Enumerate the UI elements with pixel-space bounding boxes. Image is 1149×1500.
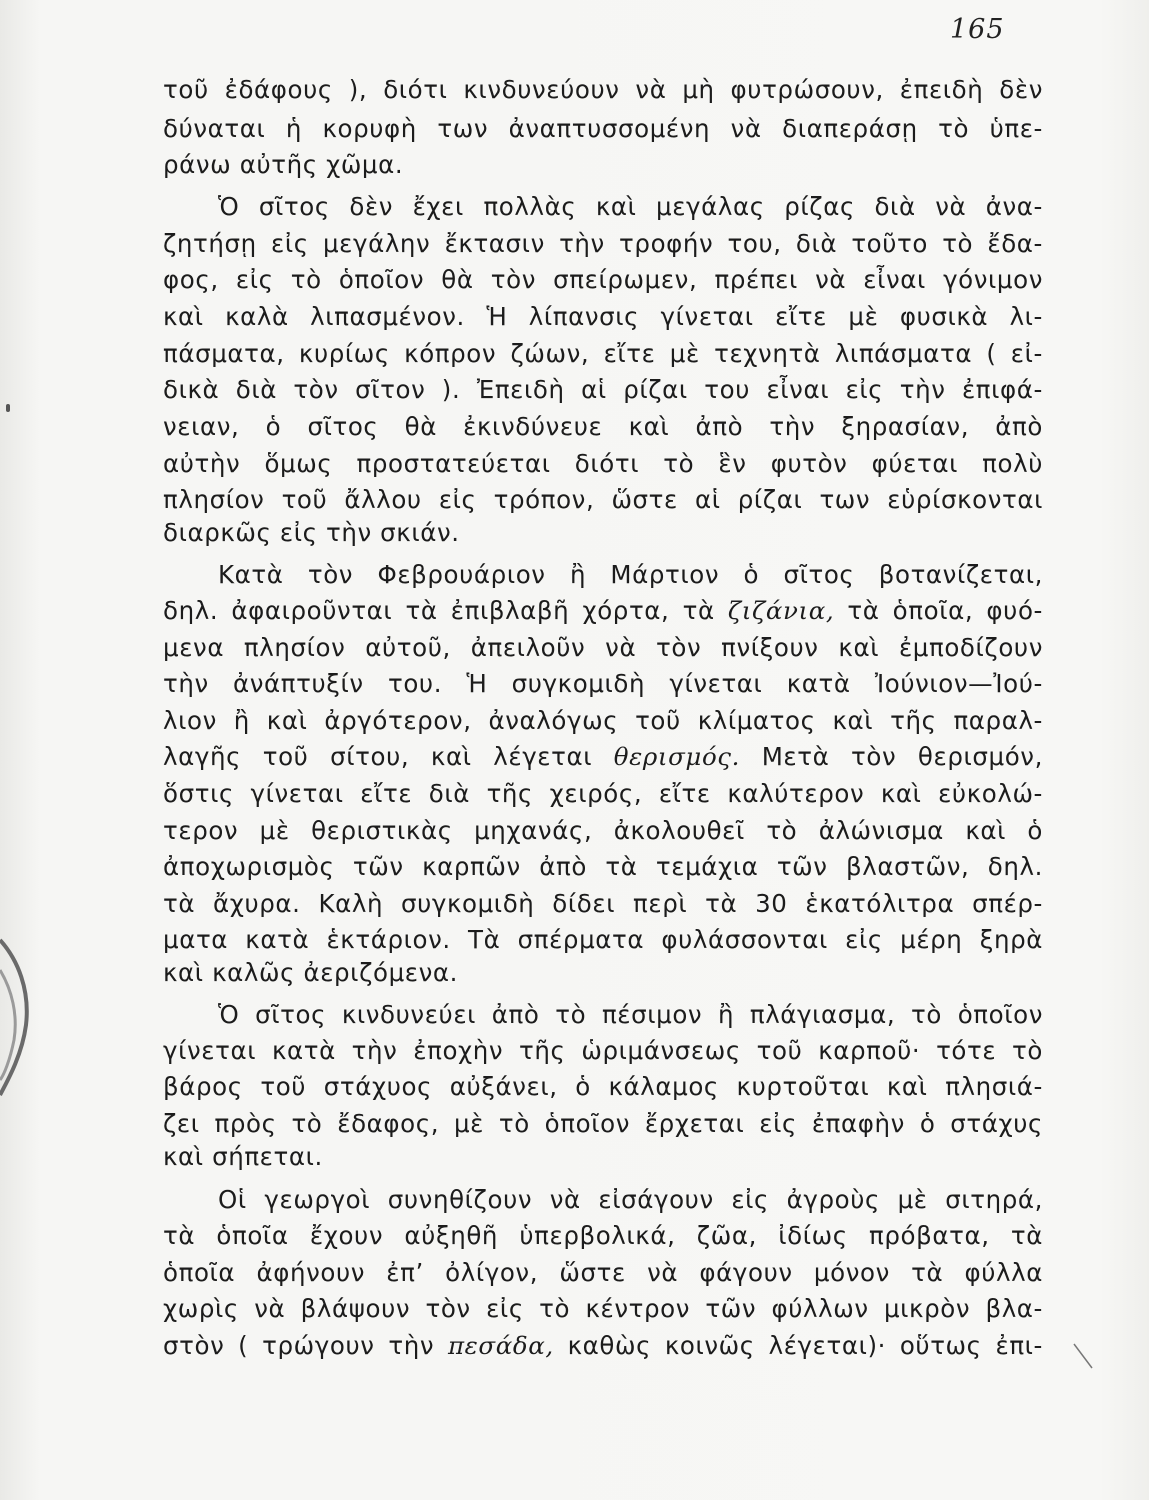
text-line: δικὰ διὰ τὸν σῖτον ). Ἐπειδὴ αἱ ρίζαι του εἶναι εἰς τὴν ἐπιφά- — [163, 375, 1043, 404]
italic-term: πεσάδα, — [447, 1331, 554, 1360]
text-line: ὅστις γίνεται εἴτε διὰ τῆς χειρός, εἴτε καλύτερον καὶ εὐκολώ- — [163, 779, 1043, 808]
text-line: αὐτὴν ὅμως προστατεύεται διότι τὸ ἓν φυτὸν φύεται πολὺ — [163, 449, 1043, 478]
text-line — [163, 742, 1043, 772]
text-line: ζει πρὸς τὸ ἔδαφος, μὲ τὸ ὁποῖον ἔρχεται εἰς ἐπαφὴν ὁ στάχυς — [163, 1109, 1043, 1138]
text-line: πάσματα, κυρίως κόπρον ζώων, εἴτε μὲ τεχνητὰ λιπάσματα ( εἰ- — [163, 339, 1043, 368]
scan-speck — [6, 404, 10, 412]
text-run: καθὼς κοινῶς λέγεται)· οὕτως ἐπι- — [567, 1331, 1043, 1360]
text-line: νειαν, ὁ σῖτος θὰ ἐκινδύνευε καὶ ἀπὸ τὴν ξηρασίαν, ἀπὸ — [163, 412, 1043, 441]
text-line: Ὁ σῖτος δὲν ἔχει πολλὰς καὶ μεγάλας ρίζας διὰ νὰ ἀνα- — [218, 192, 1043, 221]
text-line: τὴν ἀνάπτυξίν του. Ἡ συγκομιδὴ γίνεται κατὰ Ἰούνιον—Ἰού- — [163, 669, 1043, 698]
text-line: καὶ σήπεται. — [163, 1142, 323, 1171]
text-line: μενα πλησίον αὐτοῦ, ἀπειλοῦν νὰ τὸν πνίξουν καὶ ἐμποδίζουν — [163, 633, 1043, 662]
text-line: τοῦ ἐδάφους ), διότι κινδυνεύουν νὰ μὴ φυτρώσουν, ἐπειδὴ δὲν — [163, 75, 1043, 104]
text-line: διαρκῶς εἰς τὴν σκιάν. — [163, 518, 460, 547]
text-line: βάρος τοῦ στάχυος αὐξάνει, ὁ κάλαμος κυρτοῦται καὶ πλησιά- — [163, 1072, 1043, 1101]
text-line: ματα κατὰ ἑκτάριον. Τὰ σπέρματα φυλάσσονται εἰς μέρη ξηρὰ — [163, 925, 1043, 954]
text-line — [163, 1331, 1043, 1361]
text-line: τερον μὲ θεριστικὰς μηχανάς, ἀκολουθεῖ τὸ ἀλώνισμα καὶ ὁ — [163, 816, 1043, 845]
text-run: Μετὰ τὸν θερισμόν, — [761, 742, 1043, 771]
text-run: στὸν ( τρώγουν τὴν — [163, 1331, 435, 1360]
text-run: τὰ ὁποῖα, φυό- — [847, 596, 1043, 625]
text-line: τὰ ὁποῖα ἔχουν αὐξηθῆ ὑπερβολικά, ζῶα, ἰδίως πρόβατα, τὰ — [163, 1221, 1043, 1250]
text-line: δύναται ἡ κορυφὴ των ἀναπτυσσομένη νὰ διαπεράσῃ τὸ ὑπε- — [163, 114, 1043, 143]
italic-term: θερισμός. — [613, 742, 741, 771]
page-number: 165 — [950, 14, 1005, 45]
text-line: τὰ ἄχυρα. Καλὴ συγκομιδὴ δίδει περὶ τὰ 30 ἑκατόλιτρα σπέρ- — [163, 889, 1043, 918]
text-line: ὁποῖα ἀφήνουν ἐπ’ ὀλίγον, ὥστε νὰ φάγουν μόνον τὰ φύλλα — [163, 1258, 1043, 1287]
text-line: γίνεται κατὰ τὴν ἐποχὴν τῆς ὡριμάνσεως τοῦ καρποῦ· τότε τὸ — [163, 1036, 1043, 1065]
scan-scratch — [1070, 1340, 1110, 1380]
text-line: καὶ καλῶς ἀεριζόμενα. — [163, 958, 459, 987]
text-run: δηλ. ἀφαιροῦνται τὰ ἐπιβλαβῆ χόρτα, τὰ — [163, 596, 715, 625]
text-line: Ὁ σῖτος κινδυνεύει ἀπὸ τὸ πέσιμον ἢ πλάγιασμα, τὸ ὁποῖον — [218, 1000, 1043, 1029]
text-line: ἀποχωρισμὸς τῶν καρπῶν ἀπὸ τὰ τεμάχια τῶν βλαστῶν, δηλ. — [163, 852, 1043, 881]
text-line: καὶ καλὰ λιπασμένον. Ἡ λίπανσις γίνεται εἴτε μὲ φυσικὰ λι- — [163, 302, 1043, 331]
text-run: λαγῆς τοῦ σίτου, καὶ λέγεται — [163, 742, 593, 771]
text-line: πλησίον τοῦ ἄλλου εἰς τρόπον, ὥστε αἱ ρίζαι των εὑρίσκονται — [163, 485, 1043, 514]
text-line — [163, 596, 1043, 626]
text-line: ράνω αὐτῆς χῶμα. — [163, 150, 404, 179]
text-line: λιον ἢ καὶ ἀργότερον, ἀναλόγως τοῦ κλίματος καὶ τῆς παραλ- — [163, 706, 1043, 735]
edge-shadow-mark — [0, 930, 40, 1100]
text-line: Κατὰ τὸν Φεβρουάριον ἢ Μάρτιον ὁ σῖτος βοτανίζεται, — [218, 560, 1043, 589]
text-line: φος, εἰς τὸ ὁποῖον θὰ τὸν σπείρωμεν, πρέπει νὰ εἶναι γόνιμον — [163, 265, 1043, 294]
text-line: χωρὶς νὰ βλάψουν τὸν εἰς τὸ κέντρον τῶν φύλλων μικρὸν βλα- — [163, 1294, 1043, 1323]
text-line: ζητήσῃ εἰς μεγάλην ἔκτασιν τὴν τροφήν του, διὰ τοῦτο τὸ ἔδα- — [163, 229, 1043, 258]
text-line: Οἱ γεωργοὶ συνηθίζουν νὰ εἰσάγουν εἰς ἀγροὺς μὲ σιτηρά, — [218, 1185, 1043, 1214]
italic-term: ζιζάνια, — [727, 596, 835, 625]
